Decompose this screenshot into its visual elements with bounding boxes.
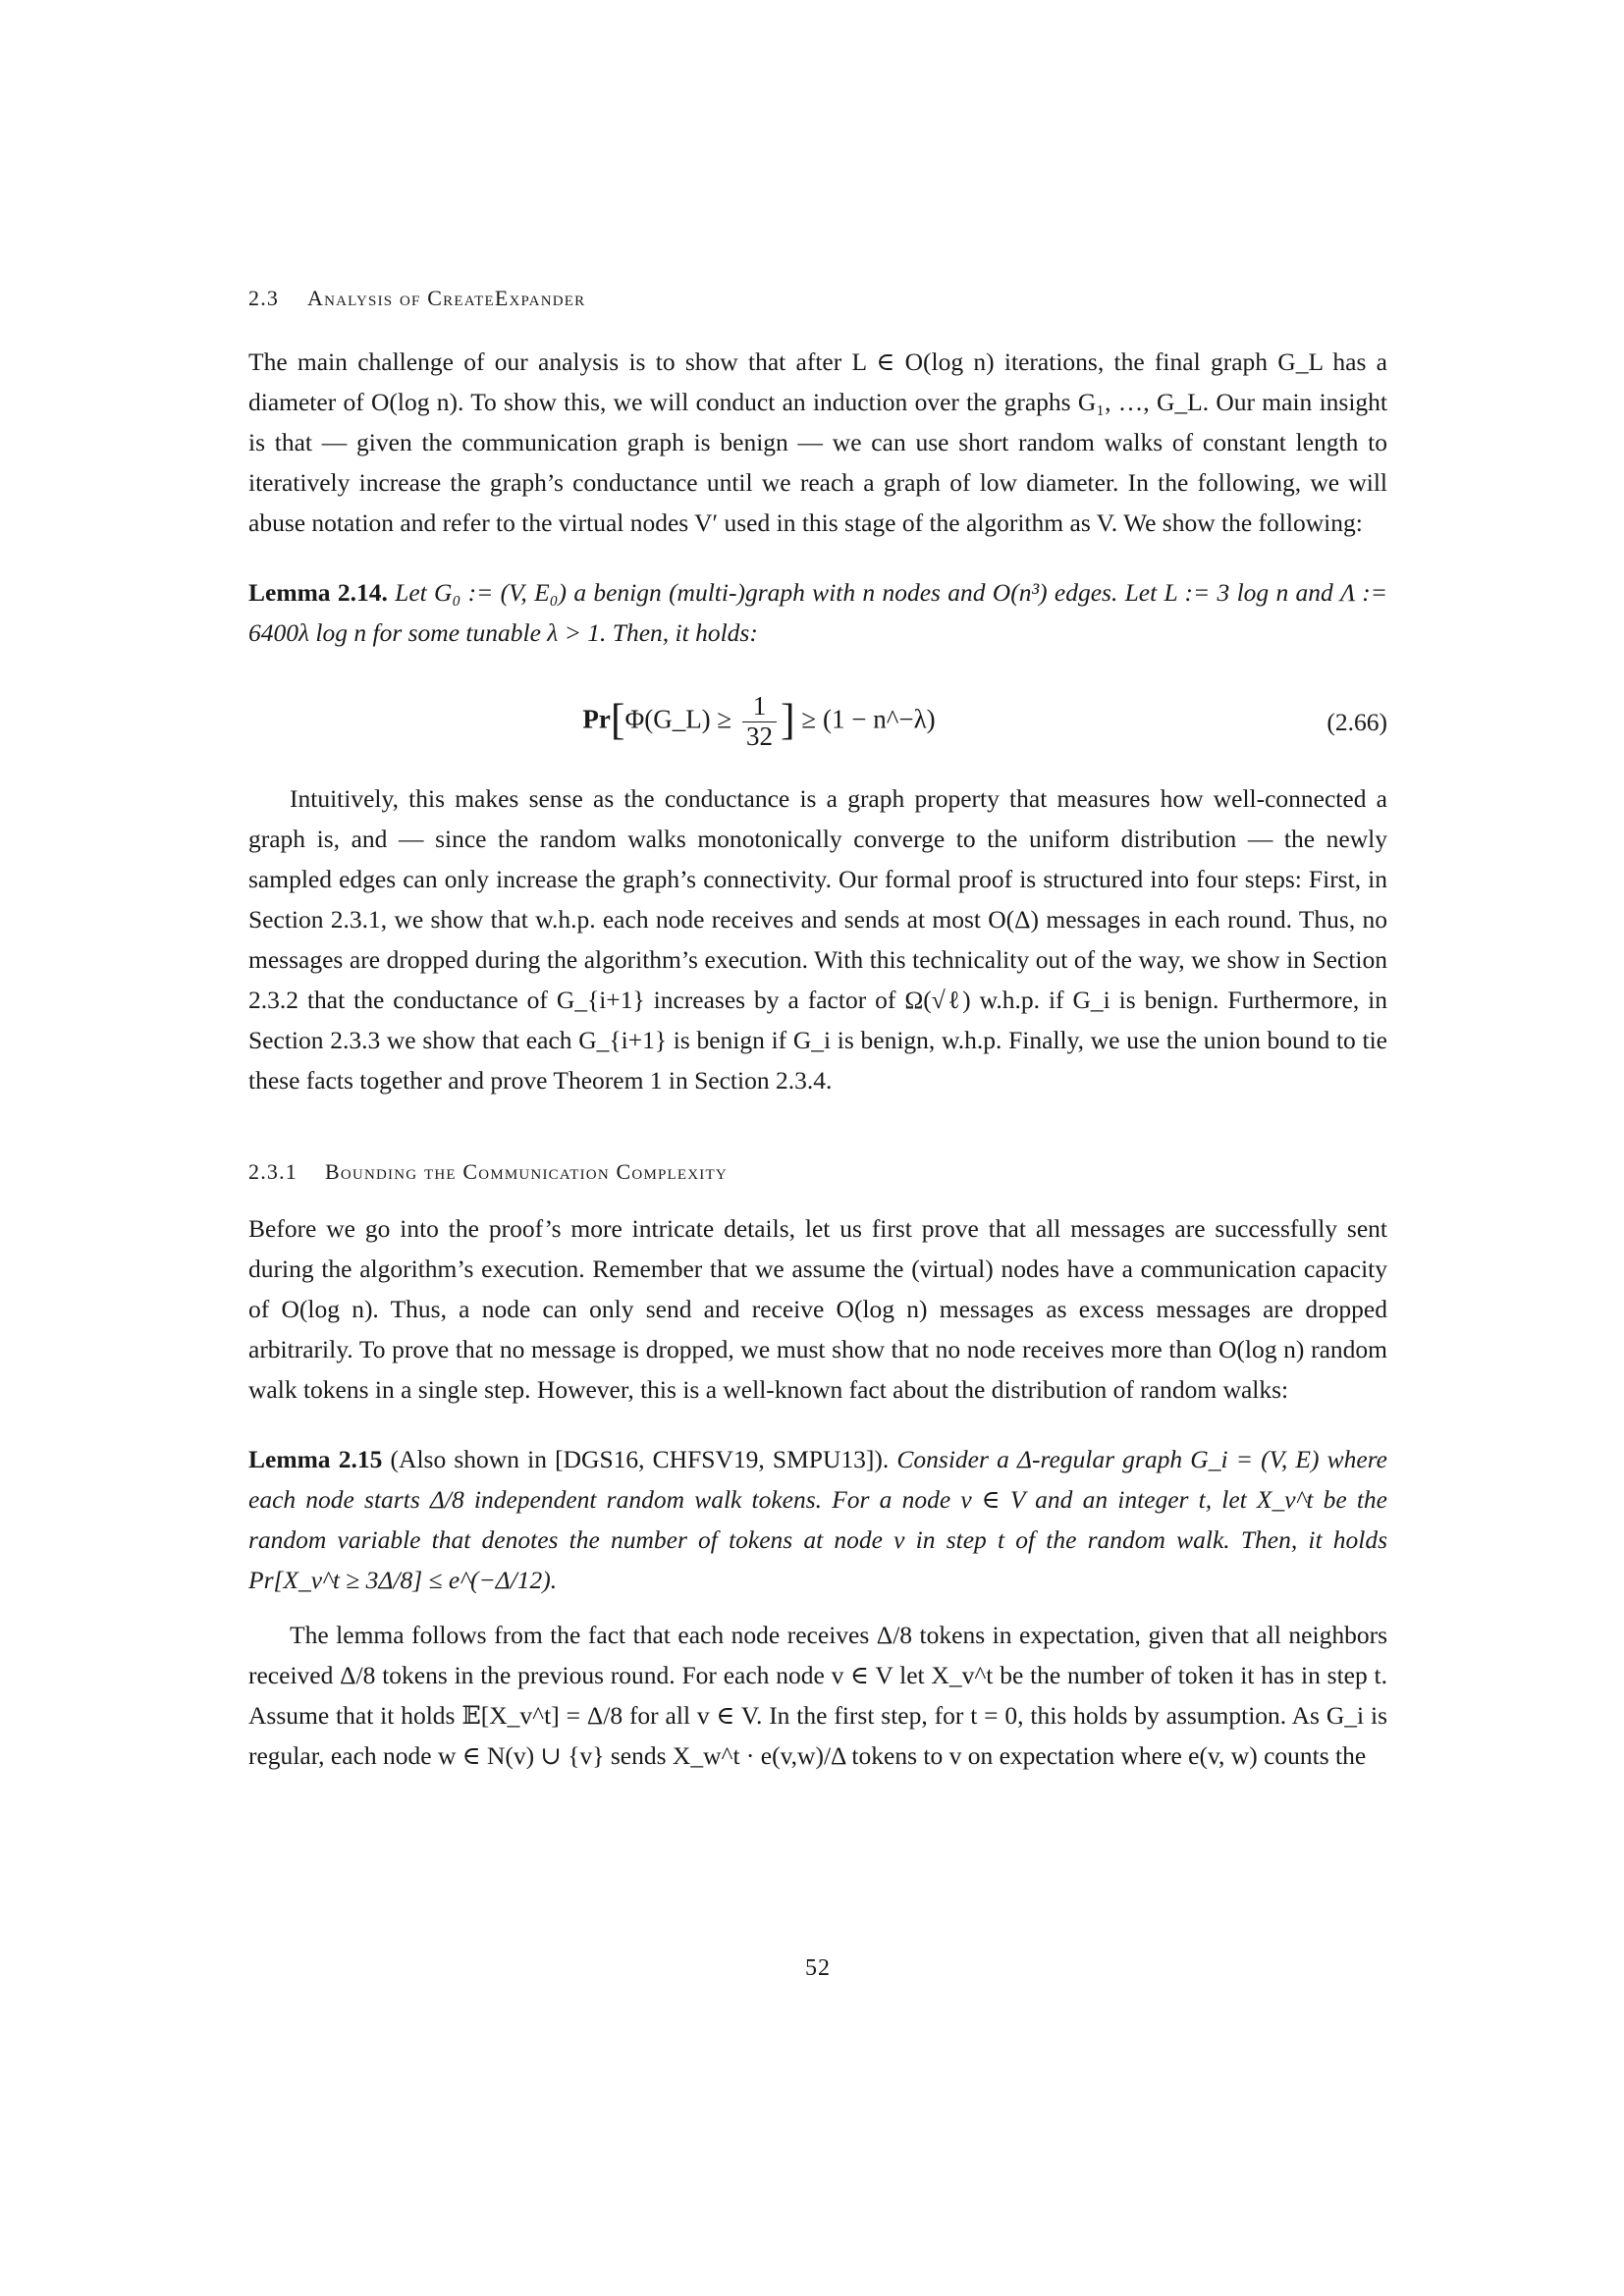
eq-rhs: ≥ (1 − n^−λ) [801, 704, 936, 734]
lemma-2-15 [248, 1439, 1387, 1600]
equation-2-66 [248, 692, 1387, 751]
frac-denominator: 32 [746, 721, 773, 751]
comm-paragraph: Before we go into the proof’s more intricate details, let us first prove that all messages are successfully sent during the algorithm’s execution. Remember that we assume the (virtual) nodes have a communication capacity of O(log n). Thus, a node can only send and receive O(log n) messages as excess messages are dropped arbitrarily. To prove that no message is dropped, we must show that no node receives more than O(log n) random walk tokens in a single step. However, this is a well-known fact about the distribution of random walks: [248, 1214, 1387, 1404]
intro-paragraph-block [248, 342, 1387, 543]
section-number: 2.3 [248, 286, 280, 310]
lemma-statement: Consider a Δ-regular graph G_i = (V, E) where each node starts Δ/8 independent random walk tokens. For a node v ∈ V and an integer t, let X_v^t be the random variable that denotes the number of tokens at node v in step t of the random walk. Then, it holds Pr[X_v^t ≥ 3Δ/8] ≤ e^(−Δ/12). [248, 1445, 1388, 1594]
prob-operator: Pr [582, 704, 611, 734]
lemma-citation: (Also shown in [DGS16, CHFSV19, SMPU13]). [390, 1445, 890, 1473]
lemma-label: Lemma 2.14. [248, 578, 388, 607]
intro-paragraph: The main challenge of our analysis is to show that after L ∈ O(log n) iterations, the final graph G_L has a diameter of O(log n). To show this, we will conduct an induction over the graphs G₁, …, G_L. Our main insight is that — given the communication graph is benign — we can use short random walks of constant length to iteratively increase the graph’s conductance until we reach a graph of low diameter. In the following, we will abuse notation and refer to the virtual nodes V′ used in this stage of the algorithm as V. We show the following: [248, 347, 1387, 537]
intuition-paragraph: Intuitively, this makes sense as the conductance is a graph property that measures how well-connected a graph is, and — since the random walks monotonically converge to the uniform distribution — the newly sampled edges can only increase the graph’s connectivity. Our formal proof is structured into four steps: First, in Section 2.3.1, we show that w.h.p. each node receives and sends at most O(Δ) messages in each round. Thus, no messages are dropped during the algorithm’s execution. With this technicality out of the way, we show in Section 2.3.2 that the conductance of G_{i+1} increases by a factor of Ω(√ℓ) w.h.p. if G_i is benign. Furthermore, in Section 2.3.3 we show that each G_{i+1} is benign if G_i is benign, w.h.p. Finally, we use the union bound to tie these facts together and prove Theorem 1 in Section 2.3.4. [248, 784, 1387, 1095]
page-number: 52 [805, 1955, 831, 1981]
intuition-paragraph-block [248, 778, 1387, 1100]
comm-paragraph-block [248, 1208, 1387, 1410]
equation-body: Pr[Φ(G_L) ≥ $\frac{1}{32}$ ] ≥ (1 − n^−λ) [582, 690, 936, 751]
lemma-label: Lemma 2.15 [248, 1445, 383, 1473]
subsection-number: 2.3.1 [248, 1159, 298, 1184]
section-heading [248, 278, 1387, 318]
eq-inner: Φ(G_L) ≥ [624, 704, 732, 734]
subsection-heading [248, 1151, 1387, 1192]
section-title: Analysis of CreateExpander [307, 286, 586, 310]
proof-paragraph-block [248, 1615, 1387, 1776]
equation-number: (2.66) [1326, 707, 1387, 736]
lemma-statement: Let G₀ := (V, E₀) a benign (multi-)graph with n nodes and O(n³) edges. Let L := 3 log n and Λ := 6400λ log n for some tunable λ > 1. Then, it holds: [248, 578, 1387, 647]
proof-paragraph: The lemma follows from the fact that each node receives Δ/8 tokens in expectation, given that all neighbors received Δ/8 tokens in the previous round. For each node v ∈ V let X_v^t be the number of token it has in step t. Assume that it holds 𝔼[X_v^t] = Δ/8 for all v ∈ V. In the first step, for t = 0, this holds by assumption. As G_i is regular, each node w ∈ N(v) ∪ {v} sends X_w^t · e(v,w)/Δ tokens to v on expectation where e(v, w) counts the [248, 1621, 1387, 1770]
subsection-title: Bounding the Communication Complexity [325, 1159, 728, 1184]
frac-numerator: 1 [742, 692, 777, 722]
eq-fraction [742, 692, 777, 751]
lemma-2-14 [248, 572, 1387, 653]
